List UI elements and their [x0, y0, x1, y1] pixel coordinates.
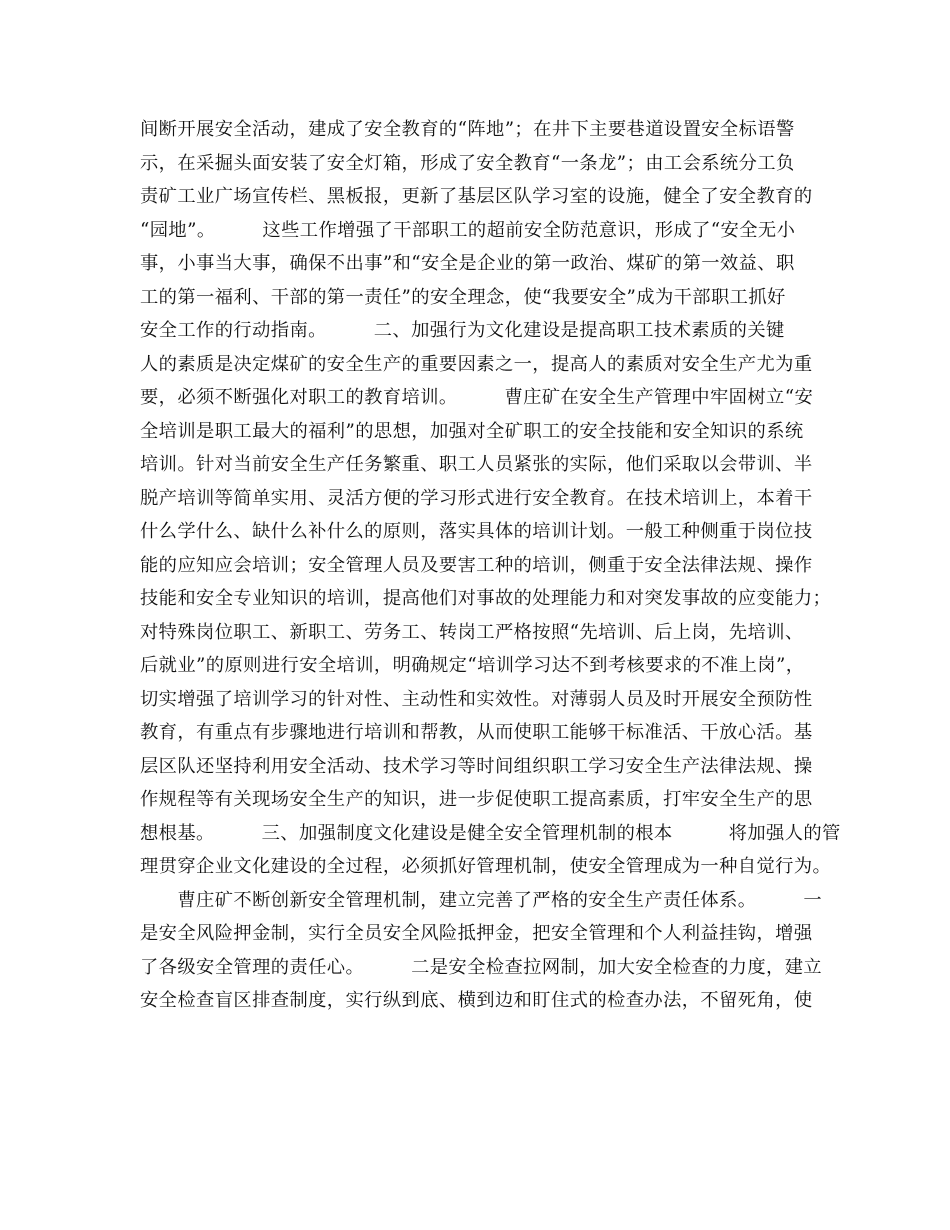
text-line: 后就业”的原则进行安全培训，明确规定“培训学习达不到考核要求的不准上岗”， [140, 655, 805, 676]
text-line: 教育，有重点有步骤地进行培训和帮教，从而使职工能够干标准活、干放心活。基 [140, 722, 813, 743]
text-line: 脱产培训等简单实用、灵活方便的学习形式进行安全教育。在技术培训上，本着干 [140, 487, 813, 509]
text-line: 安全检查盲区排查制度，实行纵到底、横到边和盯住式的检查办法，不留死角，使 [140, 990, 813, 1011]
text-line: 是安全风险押金制，实行全员安全风险抵押金，把安全管理和个人利益挂钩，增强 [140, 923, 813, 944]
text-line: 培训。针对当前安全生产任务繁重、职工人员紧张的实际，他们采取以会带训、半 [140, 454, 813, 475]
text-line: “园地”。 这些工作增强了干部职工的超前安全防范意识，形成了“安全无小 [140, 219, 796, 241]
text-line: 要，必须不断强化对职工的教育培训。 曹庄矿在安全生产管理中牢固树立“安 [140, 387, 814, 408]
text-line: 能的应知应会培训；安全管理人员及要害工种的培训，侧重于安全法律法规、操作 [140, 554, 813, 576]
text-line: 什么学什么、缺什么补什么的原则，落实具体的培训计划。一般工种侧重于岗位技 [140, 521, 813, 542]
text-line: 层区队还坚持利用安全活动、技术学习等时间组织职工学习安全生产法律法规、操 [140, 755, 813, 777]
text-line: 作规程等有关现场安全生产的知识，进一步促使职工提高素质，打牢安全生产的思 [140, 789, 813, 810]
text-line: 理贯穿企业文化建设的全过程，必须抓好管理机制，使安全管理成为一种自觉行为。 [140, 856, 832, 877]
body-text [140, 113, 841, 1018]
text-line: 责矿工业广场宣传栏、黑板报，更新了基层区队学习室的设施，健全了安全教育的 [140, 186, 813, 207]
text-line: 技能和安全专业知识的培训，提高他们对事故的处理能力和对突发事故的应变能力； [140, 588, 832, 609]
text-line: 对特殊岗位职工、新职工、劳务工、转岗工严格按照“先培训、后上岗，先培训、 [140, 621, 804, 643]
text-line: 工的第一福利、干部的第一责任”的安全理念，使“我要安全”成为干部职工抓好 [140, 286, 786, 308]
text-line: 全培训是职工最大的福利”的思想，加强对全矿职工的安全技能和安全知识的系统 [140, 420, 804, 442]
text-line: 示，在采掘头面安装了安全灯箱，形成了安全教育“一条龙”；由工会系统分工负 [140, 152, 795, 174]
text-line: 想根基。 三、加强制度文化建设是健全安全管理机制的根本 将加强人的管 [140, 822, 841, 844]
text-line: 事，小事当大事，确保不出事”和“安全是企业的第一政治、煤矿的第一效益、职 [140, 253, 795, 274]
text-line: 间断开展安全活动，建成了安全教育的“阵地”；在井下主要巷道设置安全标语警 [140, 119, 795, 140]
text-line: 曹庄矿不断创新安全管理机制，建立完善了严格的安全生产责任体系。 一 [140, 889, 823, 911]
text-line: 人的素质是决定煤矿的安全生产的重要因素之一，提高人的素质对安全生产尤为重 [140, 353, 813, 375]
text-line: 了各级安全管理的责任心。 二是安全检查拉网制，加大安全检查的力度，建立 [140, 956, 823, 978]
text-line: 切实增强了培训学习的针对性、主动性和实效性。对薄弱人员及时开展安全预防性 [140, 688, 813, 710]
text-line: 安全工作的行动指南。 二、加强行为文化建设是提高职工技术素质的关键 [140, 320, 785, 341]
